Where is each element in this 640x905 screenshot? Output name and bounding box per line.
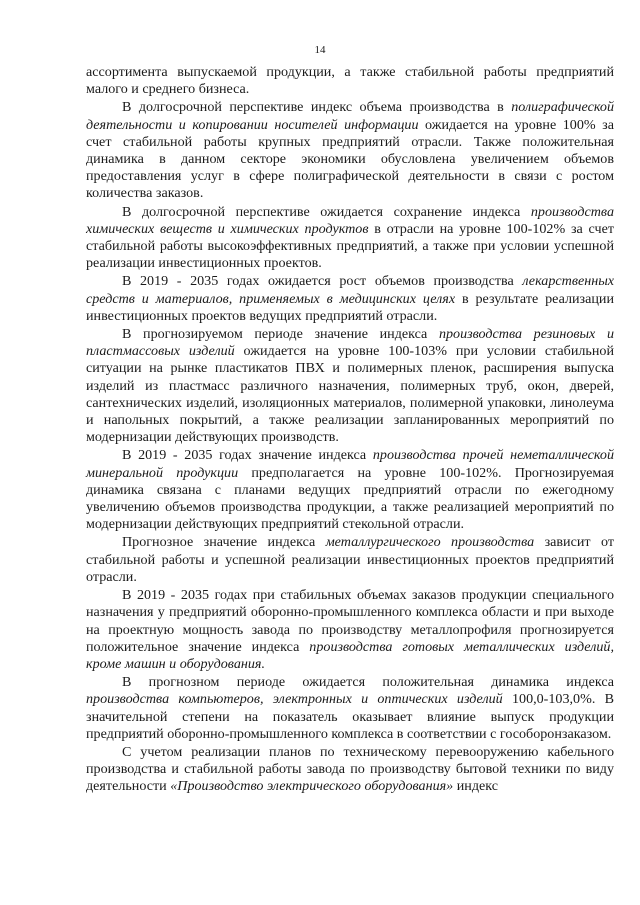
- paragraph: [86, 587, 614, 673]
- paragraph-text: ожидается на уровне 100% за счет стабильной работы крупных предприятий отрасли. Также положительная динамика в данном секторе экономики обусловлена увеличением объемов предоставления услуг в сфере полиграфической деятельности в связи с ростом количества заказов.: [86, 116, 614, 202]
- paragraph: [86, 744, 614, 796]
- paragraph-text: В 2019 - 2035 годах при стабильных объемах заказов продукции специального назначения у предприятий оборонно-промышленного комплекса области и при выходе на проектную мощность завода по производству металлопрофиля прогнозируется положительное значение индекса: [86, 587, 614, 655]
- paragraph-text: индекс: [453, 778, 499, 795]
- paragraph-text: 100,0-103,0%. В значительной степени на показатель оказывает влияние выпуск продукции предприятий оборонно-промышленного комплекса в соответствии с гособоронзаказом.: [86, 691, 615, 742]
- italic-term: производства прочей неметаллической минеральной продукции: [86, 447, 614, 481]
- paragraph: [86, 534, 614, 586]
- italic-term: производства компьютеров, электронных и оптических изделий: [86, 691, 503, 708]
- paragraph-text: В долгосрочной перспективе индекс объема производства в: [122, 99, 512, 116]
- document-body: [86, 64, 614, 796]
- paragraph: [86, 674, 614, 743]
- paragraph-text: В долгосрочной перспективе ожидается сохранение индекса: [122, 203, 531, 220]
- italic-term: производства резиновых и пластмассовых изделий: [86, 326, 614, 360]
- paragraph-text: в отрасли на уровне 100-102% за счет стабильной работы высокоэффективных предприятий, а также при условии успешной реализации инвестиционных проектов.: [86, 220, 614, 272]
- paragraph: [86, 447, 614, 533]
- paragraph: [86, 273, 614, 325]
- paragraph: [86, 99, 614, 202]
- paragraph-text: предполагается на уровне 100-102%. Прогнозируемая динамика связана с планами ведущих предприятий отрасли по ежегодному увеличению объемов производства продукции, а также реализацией мероприятий по модернизации действующих предприятий стекольной отрасли.: [86, 464, 614, 533]
- paragraph-text: в результате реализации инвестиционных проектов ведущих предприятий отрасли.: [86, 290, 614, 324]
- paragraph-text: С учетом реализации планов по техническому перевооружению кабельного производства и стабильной работы завода по производству бытовой техники по виду деятельности: [86, 743, 614, 795]
- italic-term: «Производство электрического оборудования»: [170, 778, 454, 795]
- paragraph-text: В 2019 - 2035 годах значение индекса: [122, 447, 373, 464]
- italic-term: производства химических веществ и химических продуктов: [86, 203, 614, 237]
- paragraph-text: В 2019 - 2035 годах ожидается рост объемов производства: [122, 273, 523, 290]
- italic-term: полиграфической деятельности и копировании носителей информации: [86, 99, 614, 133]
- paragraph-text: ассортимента выпускаемой продукции, а также стабильной работы предприятий малого и среднего бизнеса.: [86, 64, 614, 98]
- paragraph-text: В прогнозируемом периоде значение индекса: [122, 326, 439, 343]
- paragraph-text: ожидается на уровне 100-103% при условии стабильной ситуации на рынке пластикатов ПВХ и полимерных пленок, расширения выпуска изделий из пластмасс различного назначения, полимерных труб, окон, дверей, сантехнических изделий, изоляционных материалов, полимерной упаковки, линолеума и напольных покрытий, а также реализации запланированных мероприятий по модернизации действующих производств.: [86, 343, 614, 446]
- paragraph: [86, 64, 614, 98]
- paragraph-text: зависит от стабильной работы и успешной реализации инвестиционных проектов предприятий отрасли.: [86, 534, 615, 585]
- page-number: 14: [314, 44, 326, 56]
- italic-term: производства готовых металлических изделий, кроме машин и оборудования.: [86, 638, 614, 672]
- paragraph-text: Прогнозное значение индекса: [122, 534, 326, 551]
- paragraph: [86, 204, 614, 273]
- paragraph: [86, 326, 614, 446]
- paragraph-text: В прогнозном периоде ожидается положительная динамика индекса: [122, 674, 614, 691]
- italic-term: металлургического производства: [325, 534, 535, 551]
- italic-term: лекарственных средств и материалов, применяемых в медицинских целях: [86, 273, 614, 307]
